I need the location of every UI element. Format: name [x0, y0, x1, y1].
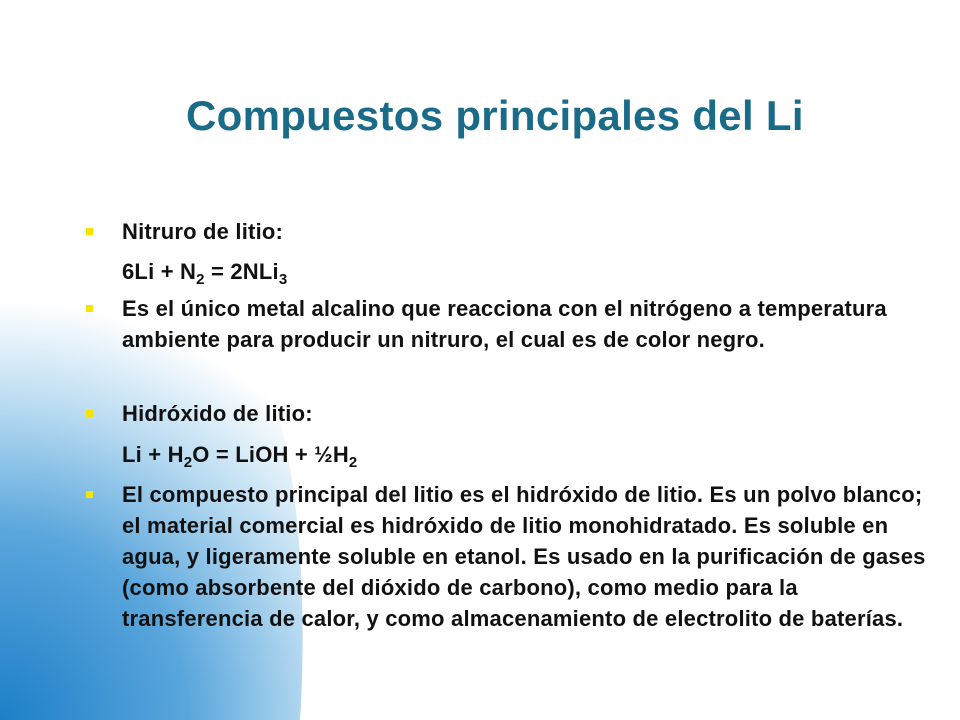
bullet-item-nitruro: [86, 216, 926, 247]
square-bullet-icon: [86, 228, 93, 235]
square-bullet-icon: [86, 410, 93, 417]
formula-nitruro: $6Li + N_2 = 2NLi_3$: [122, 259, 288, 288]
bullet-item-hidroxido: [86, 398, 926, 429]
bullet-text: Hidróxido de litio:: [122, 401, 313, 426]
square-bullet-icon: [86, 491, 93, 498]
bullet-item-compuesto-principal: [86, 479, 926, 634]
slide-title: Compuestos principales del Li: [186, 92, 804, 139]
bullet-text: Es el único metal alcalino que reacciona con el nitrógeno a temperatura ambiente para producir un nitruro, el cual es de color negro.: [122, 296, 887, 352]
formula-hidroxido: $Li + H_2O$ = LiOH + $\frac{1}{2}H_2$: [122, 442, 358, 471]
bullet-item-metal-alcalino: [86, 293, 926, 355]
bullet-text: Nitruro de litio:: [122, 219, 284, 244]
square-bullet-icon: [86, 305, 93, 312]
bullet-text: El compuesto principal del litio es el hidróxido de litio. Es un polvo blanco; el material comercial es hidróxido de litio monohidratado. Es soluble en agua, y ligeramente soluble en etanol. Es usado en la purificación de gases (como absorbente del dióxido de carbono), como medio para la transferencia de calor, y como almacenamiento de electrolito de baterías.: [122, 482, 926, 631]
